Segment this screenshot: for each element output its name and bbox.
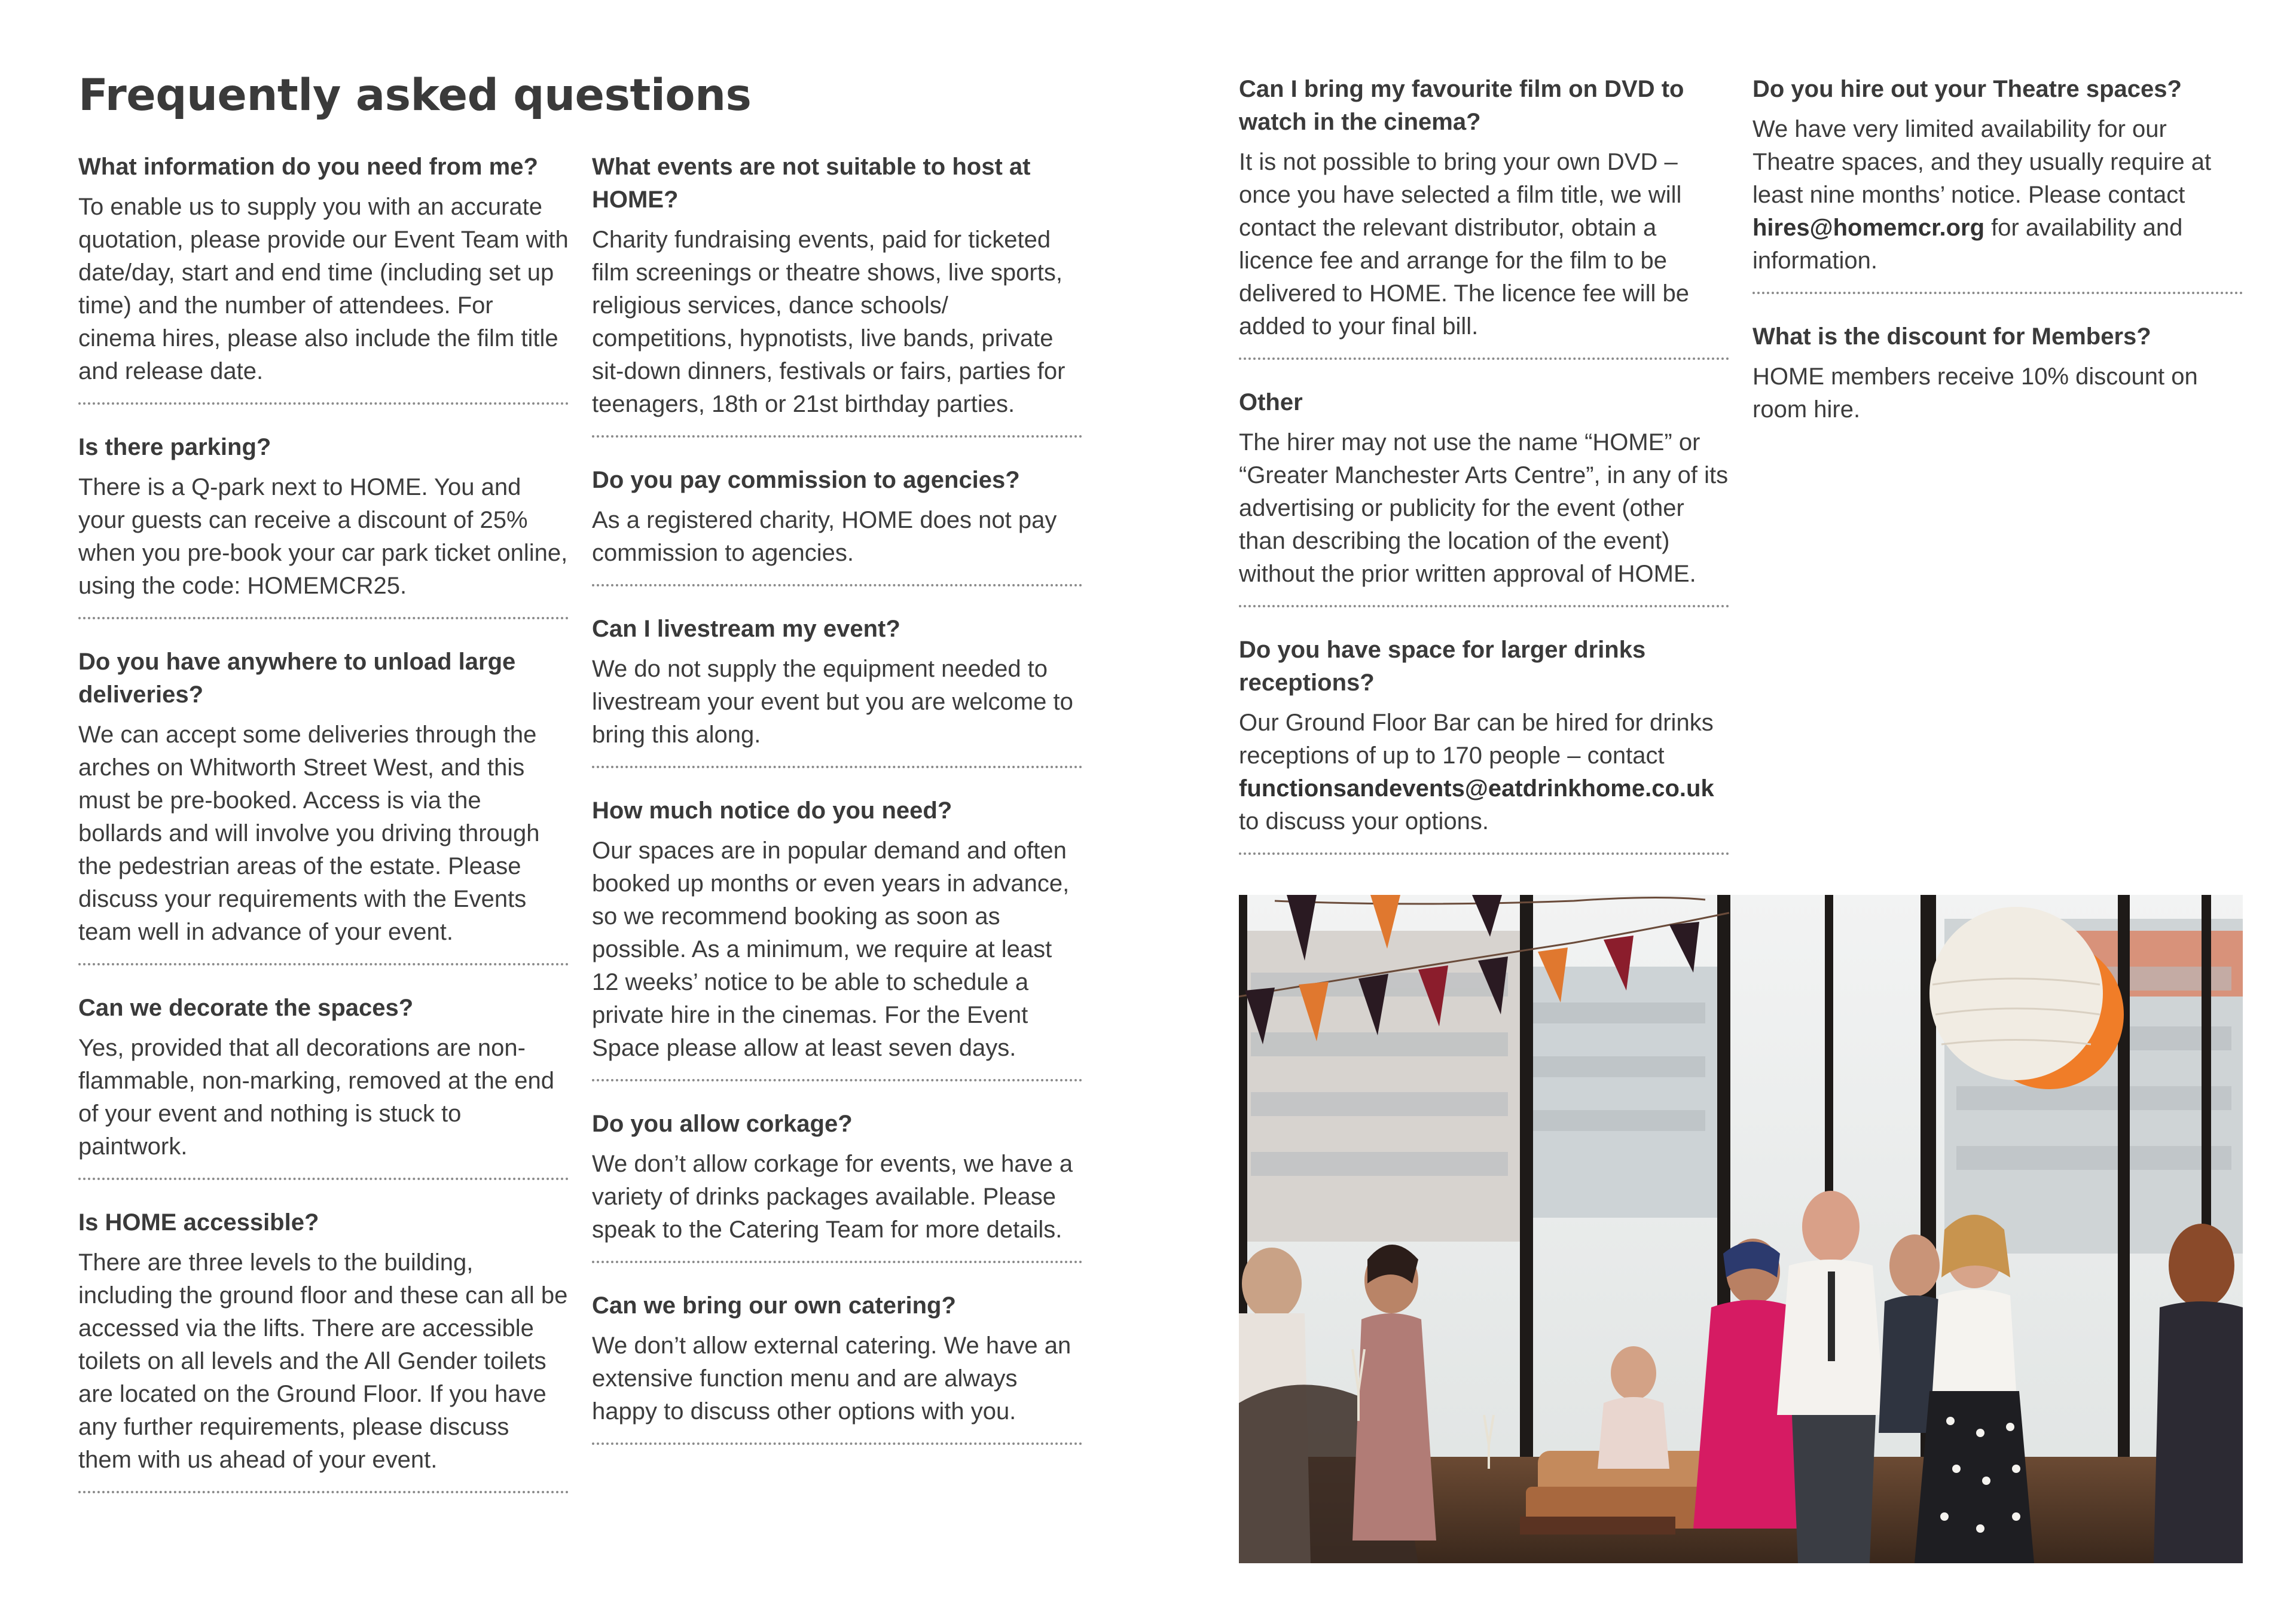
faq-answer bbox=[1752, 113, 2243, 277]
faq-item bbox=[78, 992, 569, 1180]
faq-question: Do you hire out your Theatre spaces? bbox=[1752, 76, 2182, 102]
faq-question: Can I bring my favourite film on DVD to watch in the cinema? bbox=[1239, 76, 1684, 135]
faq-column-3 bbox=[1239, 73, 1729, 881]
faq-item bbox=[78, 1206, 569, 1493]
faq-answer: To enable us to supply you with an accurate quotation, please provide our Event Team with date/day, start and end time (including set up time) and the number of attendees. For cinema hires, please also include the film title and release date. bbox=[78, 194, 569, 384]
faq-answer: Our spaces are in popular demand and often booked up months or even years in advance, so we recommend booking as soon as possible. As a minimum, we require at least 12 weeks’ notice to be able to schedule a private hire in the cinemas. For the Event Space please allow at least seven days. bbox=[592, 838, 1070, 1061]
faq-answer: There is a Q-park next to HOME. You and your guests can receive a discount of 25% when you pre-book your car park ticket online, using the code: HOMEMCR25. bbox=[78, 474, 568, 599]
faq-answer-text: We have very limited availability for our Theatre spaces, and they usually require at least nine months’ notice. Please contact bbox=[1752, 116, 2212, 208]
faq-item bbox=[78, 431, 569, 619]
faq-answer: Charity fundraising events, paid for ticketed film screenings or theatre shows, live sports, religious services, dance schools/ competitions, hypnotists, live bands, private sit-down dinners, festivals or fairs, parties for teenagers, 18th or 21st birthday parties. bbox=[592, 227, 1065, 417]
faq-item bbox=[592, 464, 1082, 586]
faq-item bbox=[1239, 634, 1729, 855]
faq-question: Can I livestream my event? bbox=[592, 616, 900, 642]
lantern-white bbox=[1929, 907, 2103, 1080]
faq-answer bbox=[1239, 707, 1729, 838]
faq-question: Can we decorate the spaces? bbox=[78, 995, 414, 1021]
faq-item bbox=[592, 1289, 1082, 1445]
page-title: Frequently asked questions bbox=[78, 70, 752, 121]
faq-item bbox=[1239, 73, 1729, 360]
faq-item bbox=[1239, 386, 1729, 607]
table bbox=[1520, 1517, 1675, 1535]
event-photo-illustration bbox=[1239, 895, 2243, 1563]
faq-item bbox=[592, 151, 1082, 438]
email-link[interactable]: functionsandevents@eatdrinkhome.co.uk bbox=[1239, 775, 1714, 802]
faq-answer: HOME members receive 10% discount on room hire. bbox=[1752, 363, 2198, 423]
faq-question: What is the discount for Members? bbox=[1752, 323, 2151, 350]
faq-item bbox=[592, 1108, 1082, 1263]
faq-column-1 bbox=[78, 151, 569, 1520]
faq-item bbox=[592, 794, 1082, 1081]
faq-question: Do you allow corkage? bbox=[592, 1111, 853, 1137]
faq-answer: It is not possible to bring your own DVD – once you have selected a film title, we will contact the relevant distributor, obtain a licence fee and arrange for the film to be delivered to HOME. The licence fee will be added to your final bill. bbox=[1239, 149, 1689, 340]
faq-question: What information do you need from me? bbox=[78, 154, 538, 180]
faq-answer: The hirer may not use the name “HOME” or “Greater Manchester Arts Centre”, in any of its advertising or publicity for the event (other than describing the location of the event) without the prior written approval of HOME. bbox=[1239, 429, 1729, 587]
faq-question: Can we bring our own catering? bbox=[592, 1292, 956, 1319]
faq-column-2 bbox=[592, 151, 1082, 1471]
faq-question: Other bbox=[1239, 389, 1303, 415]
faq-question: Do you have space for larger drinks receptions? bbox=[1239, 637, 1646, 696]
faq-question: Do you pay commission to agencies? bbox=[592, 467, 1020, 493]
faq-answer-text: to discuss your options. bbox=[1239, 808, 1489, 835]
faq-answer: We can accept some deliveries through the arches on Whitworth Street West, and this must be pre-booked. Access is via the bollards and will involve you driving through the pedestrian areas of the estate. Please discuss your requirements with the Events team well in advance of your event. bbox=[78, 722, 540, 945]
faq-answer: There are three levels to the building, including the ground floor and these can all be accessed via the lifts. There are accessible toilets on all levels and the All Gender toilets are located on the Ground Floor. If you have any further requirements, please discuss them with us ahead of your event. bbox=[78, 1249, 568, 1473]
faq-item bbox=[78, 646, 569, 965]
faq-answer-text: Our Ground Floor Bar can be hired for drinks receptions of up to 170 people – contact bbox=[1239, 710, 1714, 769]
faq-answer: We don’t allow corkage for events, we have a variety of drinks packages available. Please speak to the Catering Team for more details. bbox=[592, 1151, 1073, 1243]
faq-question: How much notice do you need? bbox=[592, 797, 952, 824]
faq-column-4 bbox=[1752, 73, 2243, 467]
faq-question: Do you have anywhere to unload large deliveries? bbox=[78, 649, 516, 708]
faq-answer: As a registered charity, HOME does not pay commission to agencies. bbox=[592, 507, 1057, 566]
faq-item bbox=[78, 151, 569, 405]
faq-answer-text: for availability and information. bbox=[1752, 215, 2183, 274]
faq-item bbox=[1752, 73, 2243, 294]
faq-question: What events are not suitable to host at HOME? bbox=[592, 154, 1031, 213]
faq-item bbox=[592, 613, 1082, 768]
event-photo bbox=[1239, 895, 2243, 1563]
faq-answer: We do not supply the equipment needed to livestream your event but you are welcome to bring this along. bbox=[592, 656, 1073, 748]
faq-question: Is there parking? bbox=[78, 434, 271, 460]
faq-answer: We don’t allow external catering. We have an extensive function menu and are always happy to discuss other options with you. bbox=[592, 1332, 1071, 1425]
email-link[interactable]: hires@homemcr.org bbox=[1752, 215, 1985, 241]
faq-answer: Yes, provided that all decorations are non-flammable, non-marking, removed at the end of your event and nothing is stuck to paintwork. bbox=[78, 1035, 554, 1160]
faq-question: Is HOME accessible? bbox=[78, 1209, 319, 1236]
faq-item bbox=[1752, 320, 2243, 441]
